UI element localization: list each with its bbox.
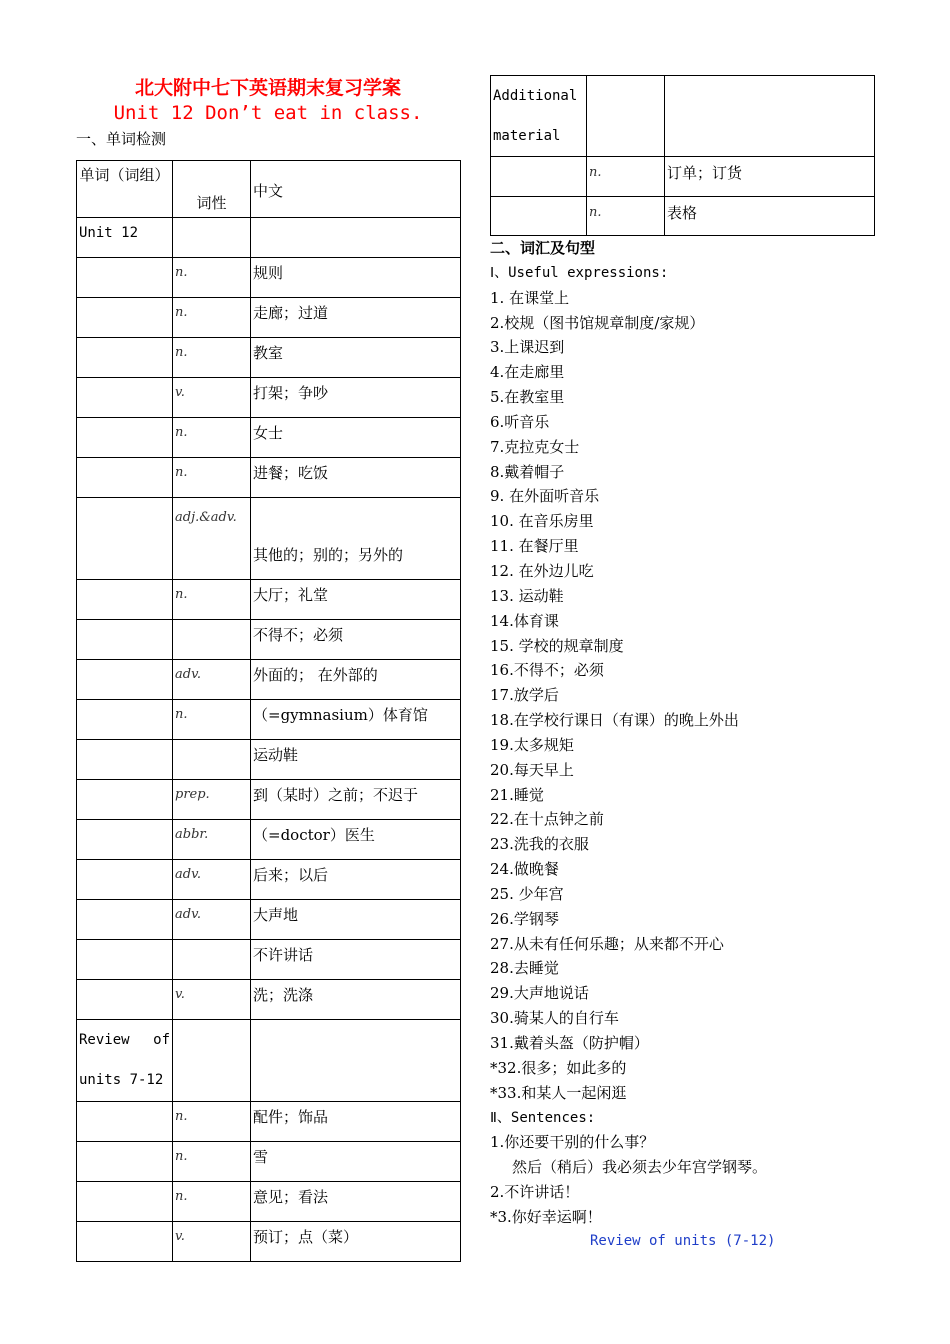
document-title: 北大附中七下英语期末复习学案: [134, 77, 401, 99]
word-cell: [77, 298, 173, 338]
pos-cell: adv.: [173, 860, 251, 900]
chinese-cell: [251, 1020, 461, 1102]
chinese-cell: 规则: [251, 258, 461, 298]
sentence-item: 然后（稍后）我必须去少年宫学钢琴。: [512, 1158, 768, 1177]
chinese-cell: 洗；洗涤: [251, 980, 461, 1020]
word-cell: [77, 980, 173, 1020]
word-cell: [77, 940, 173, 980]
sentence-item: 1.你还要干别的什么事？: [490, 1133, 655, 1152]
pos-cell: n.: [173, 298, 251, 338]
table-row: [77, 780, 461, 820]
expression-item: 21.睡觉: [490, 785, 544, 804]
chinese-cell: 配件；饰品: [251, 1102, 461, 1142]
word-cell: [77, 1182, 173, 1222]
sentences-title: Ⅱ、Sentences:: [490, 1109, 596, 1126]
expression-item: 13. 运动鞋: [490, 586, 564, 605]
word-cell: [491, 157, 587, 197]
expression-item: 20.每天早上: [490, 760, 574, 779]
sentences-list: [490, 1130, 890, 1229]
table-row: [77, 660, 461, 700]
table-row: [77, 1020, 461, 1102]
chinese-cell: [665, 76, 875, 157]
chinese-cell: （=doctor）医生: [251, 820, 461, 860]
vocabulary-section: [490, 236, 890, 1230]
expression-item: 19.太多规矩: [490, 735, 574, 754]
chinese-cell: 后来；以后: [251, 860, 461, 900]
pos-cell: n.: [173, 1142, 251, 1182]
expression-item: 17.放学后: [490, 686, 559, 705]
pos-cell: n.: [173, 458, 251, 498]
pos-cell: v.: [173, 980, 251, 1020]
expression-item: *33.和某人一起闲逛: [490, 1083, 627, 1102]
pos-cell: n.: [173, 338, 251, 378]
chinese-cell: 不得不；必须: [251, 620, 461, 660]
expression-item: 15. 学校的规章制度: [490, 636, 624, 655]
word-cell: [77, 378, 173, 418]
table-row: [77, 980, 461, 1020]
pos-cell: [173, 620, 251, 660]
word-cell: [77, 418, 173, 458]
chinese-cell: [251, 218, 461, 258]
section-1-heading: 一、单词检测: [76, 130, 167, 148]
word-cell: [77, 660, 173, 700]
chinese-cell: 外面的； 在外部的: [251, 660, 461, 700]
word-cell: [77, 740, 173, 780]
expression-item: 9. 在外面听音乐: [490, 487, 600, 506]
expression-item: 7.克拉克女士: [490, 437, 580, 456]
expression-item: 29.大声地说话: [490, 984, 589, 1003]
table-row: [77, 418, 461, 458]
pos-cell: abbr.: [173, 820, 251, 860]
table-row: [77, 820, 461, 860]
word-cell: [77, 820, 173, 860]
expression-item: 12. 在外边儿吃: [490, 561, 594, 580]
word-cell: [77, 900, 173, 940]
expression-item: 10. 在音乐房里: [490, 512, 594, 531]
pos-cell: prep.: [173, 780, 251, 820]
expression-item: 26.学钢琴: [490, 909, 559, 928]
word-cell: [77, 1222, 173, 1262]
section-2-heading: 二、词汇及句型: [490, 239, 596, 257]
pos-cell: n.: [587, 197, 665, 236]
vocab-table-header: [77, 161, 461, 218]
document-subtitle: Unit 12 Don’t eat in class.: [113, 102, 423, 124]
pos-cell: n.: [173, 1182, 251, 1222]
table-row: [77, 900, 461, 940]
word-cell: [77, 580, 173, 620]
pos-cell: adv.: [173, 660, 251, 700]
pos-cell: n.: [173, 1102, 251, 1142]
table-row: [77, 338, 461, 378]
chinese-cell: 进餐；吃饭: [251, 458, 461, 498]
table-row: [77, 700, 461, 740]
chinese-cell: （=gymnasium）体育馆: [251, 700, 461, 740]
table-row: [77, 620, 461, 660]
table-row: [77, 580, 461, 620]
table-row: [77, 1182, 461, 1222]
expression-item: 30.骑某人的自行车: [490, 1009, 619, 1028]
table-row: [491, 197, 875, 236]
additional-table: [490, 75, 875, 236]
expression-item: 2.校规（图书馆规章制度/家规）: [490, 313, 705, 332]
chinese-cell: 走廊；过道: [251, 298, 461, 338]
chinese-cell: 打架；争吵: [251, 378, 461, 418]
word-cell: [77, 860, 173, 900]
review-link[interactable]: Review of units (7-12): [590, 1233, 776, 1249]
expression-item: 25. 少年宫: [490, 884, 564, 903]
word-cell: [77, 620, 173, 660]
header-pos: 词性: [173, 161, 251, 218]
word-cell: Additional material: [491, 76, 587, 157]
header-cn: 中文: [251, 161, 461, 218]
pos-cell: v.: [173, 1222, 251, 1262]
pos-cell: n.: [173, 580, 251, 620]
table-row: [491, 157, 875, 197]
vocab-table: [76, 160, 461, 1262]
word-cell: [77, 700, 173, 740]
chinese-cell: 大声地: [251, 900, 461, 940]
sentence-item: 2.不许讲话！: [490, 1183, 580, 1202]
word-cell: [77, 1142, 173, 1182]
table-row: [77, 740, 461, 780]
chinese-cell: 教室: [251, 338, 461, 378]
header-word: 单词（词组）: [77, 161, 173, 218]
table-row: [77, 298, 461, 338]
pos-cell: [173, 218, 251, 258]
chinese-cell: 意见；看法: [251, 1182, 461, 1222]
sentence-item: *3.你好幸运啊！: [490, 1207, 602, 1226]
pos-cell: [587, 76, 665, 157]
word-cell: [77, 258, 173, 298]
chinese-cell: 雪: [251, 1142, 461, 1182]
expression-item: 3.上课迟到: [490, 338, 565, 357]
table-row: [491, 76, 875, 157]
expression-item: *32.很多；如此多的: [490, 1058, 627, 1077]
expression-item: 6.听音乐: [490, 412, 550, 431]
expression-item: 27.从未有任何乐趣；从来都不开心: [490, 934, 724, 953]
expression-item: 11. 在餐厅里: [490, 537, 579, 556]
chinese-cell: 表格: [665, 197, 875, 236]
expression-item: 14.体育课: [490, 611, 559, 630]
expression-item: 31.戴着头盔（防护帽）: [490, 1034, 649, 1052]
expressions-list: [490, 286, 890, 1106]
table-row: [77, 940, 461, 980]
expression-item: 16.不得不；必须: [490, 661, 604, 680]
word-cell: Review of units 7-12: [77, 1020, 173, 1102]
chinese-cell: 运动鞋: [251, 740, 461, 780]
pos-cell: n.: [587, 157, 665, 197]
chinese-cell: 大厅；礼堂: [251, 580, 461, 620]
chinese-cell: 不许讲话: [251, 940, 461, 980]
word-cell: Unit 12: [77, 218, 173, 258]
chinese-cell: 订单；订货: [665, 157, 875, 197]
pos-cell: adv.: [173, 900, 251, 940]
table-row: [77, 1222, 461, 1262]
expression-item: 24.做晚餐: [490, 860, 559, 879]
chinese-cell: 女士: [251, 418, 461, 458]
expression-item: 18.在学校行课日（有课）的晚上外出: [490, 711, 739, 730]
pos-cell: n.: [173, 418, 251, 458]
word-cell: [77, 780, 173, 820]
pos-cell: n.: [173, 700, 251, 740]
table-row: [77, 218, 461, 258]
table-row: [77, 860, 461, 900]
table-row: [77, 1142, 461, 1182]
table-row: [77, 378, 461, 418]
expression-item: 5.在教室里: [490, 388, 565, 407]
table-row: [77, 258, 461, 298]
chinese-cell: 到（某时）之前；不迟于: [251, 780, 461, 820]
pos-cell: [173, 1020, 251, 1102]
word-cell: [77, 338, 173, 378]
expressions-title: Ⅰ、Useful expressions:: [490, 264, 669, 281]
expression-item: 28.去睡觉: [490, 959, 559, 978]
expression-item: 1. 在课堂上: [490, 288, 570, 307]
chinese-cell: 其他的；别的；另外的: [251, 498, 461, 580]
expression-item: 23.洗我的衣服: [490, 835, 589, 854]
pos-cell: v.: [173, 378, 251, 418]
word-cell: [491, 197, 587, 236]
table-row: [77, 498, 461, 580]
word-cell: [77, 498, 173, 580]
table-row: [77, 458, 461, 498]
pos-cell: [173, 740, 251, 780]
pos-cell: adj.&adv.: [173, 498, 251, 580]
pos-cell: [173, 940, 251, 980]
pos-cell: n.: [173, 258, 251, 298]
expression-item: 8.戴着帽子: [490, 462, 565, 481]
expression-item: 22.在十点钟之前: [490, 810, 604, 829]
chinese-cell: 预订；点（菜）: [251, 1222, 461, 1262]
word-cell: [77, 458, 173, 498]
word-cell: [77, 1102, 173, 1142]
expression-item: 4.在走廊里: [490, 363, 565, 382]
table-row: [77, 1102, 461, 1142]
